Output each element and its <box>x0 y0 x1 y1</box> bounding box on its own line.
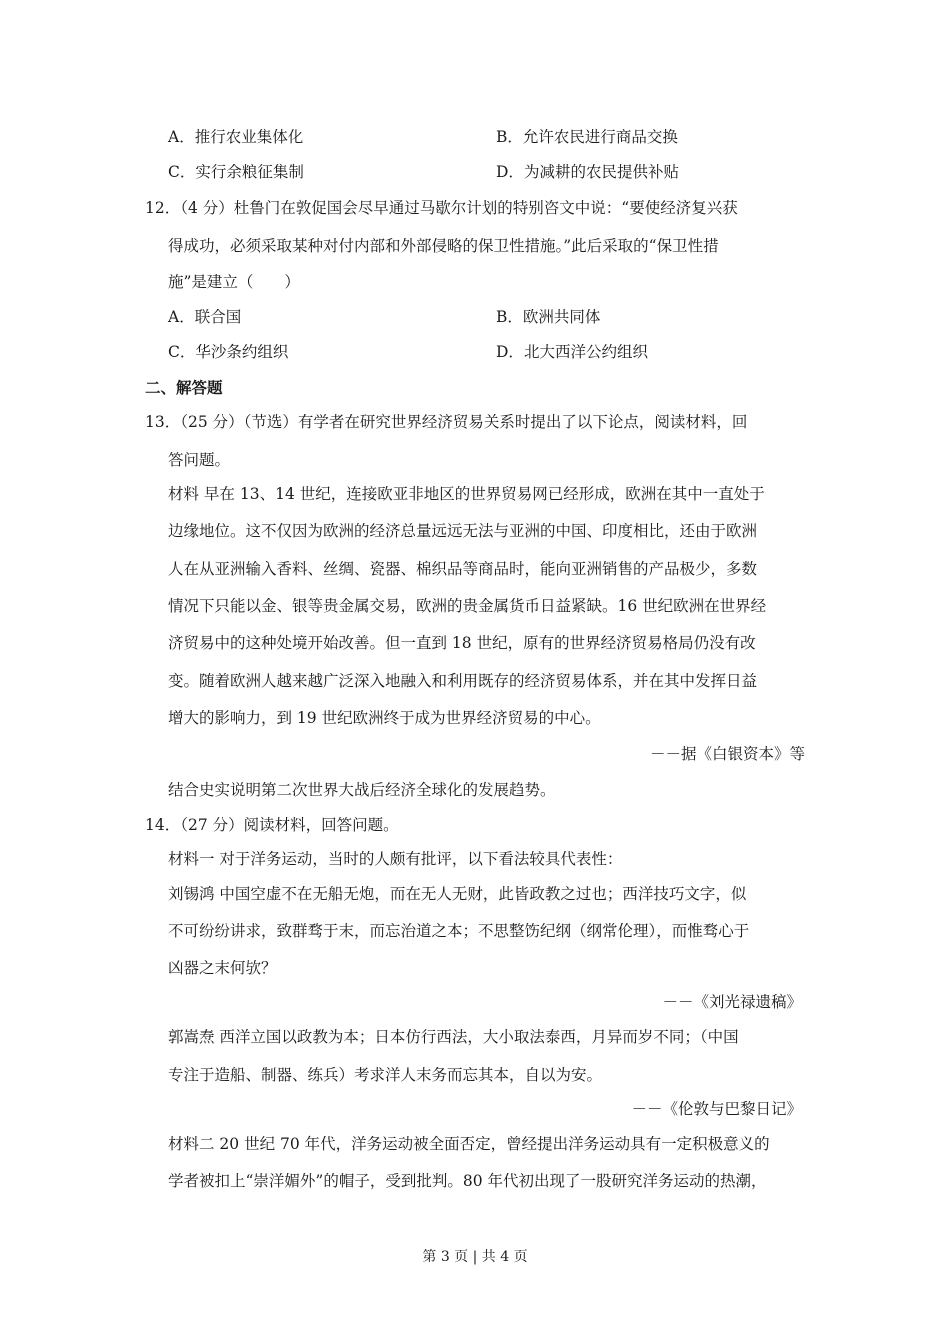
q14-material2-line: 材料二 20 世纪 70 年代，洋务运动被全面否定，曾经提出洋务运动具有一定积极意义的 <box>168 1135 770 1153</box>
q11-option-c[interactable]: C．实行余粮征集制 <box>168 163 304 181</box>
q11-option-d[interactable]: D．为减耕的农民提供补贴 <box>496 163 679 181</box>
q13-material-line: 材料 早在 13、14 世纪，连接欧亚非地区的世界贸易网已经形成，欧洲在其中一直处于 <box>168 485 765 503</box>
q11-option-b[interactable]: B．允许农民进行商品交换 <box>496 128 678 146</box>
q14-guo-line: 专注于造船、制器、练兵）考求洋人末务而忘其本，自以为安。 <box>168 1066 603 1084</box>
q12-stem-line: 施”是建立（ ） <box>168 273 300 291</box>
q14-guo-line: 郭嵩焘 西洋立国以政教为本；日本仿行西法，大小取法泰西，月异而岁不同；（中国 <box>168 1028 739 1046</box>
q14-stem: 14．（27 分）阅读材料，回答问题。 <box>145 816 399 834</box>
q12-option-d[interactable]: D．北大西洋公约组织 <box>496 343 648 361</box>
q14-liu-line: 不可纷纷讲求，致群骛于末，而忘治道之本；不思整饬纪纲（纲常伦理），而惟骛心于 <box>168 922 750 940</box>
q13-material-line: 增大的影响力，到 19 世纪欧洲终于成为世界经济贸易的中心。 <box>168 709 601 727</box>
q13-stem-line: 答问题。 <box>168 451 231 469</box>
q12-option-b[interactable]: B．欧洲共同体 <box>496 308 601 326</box>
q13-material-line: 边缘地位。这不仅因为欧洲的经济总量远远无法与亚洲的中国、印度相比，还由于欧洲 <box>168 522 758 540</box>
q14-material2-line: 学者被扣上“崇洋媚外”的帽子，受到批判。80 年代初出现了一股研究洋务运动的热潮， <box>168 1172 767 1190</box>
q13-stem-line: 13．（25 分）（节选）有学者在研究世界经济贸易关系时提出了以下论点，阅读材料，回 <box>145 413 748 431</box>
q12-stem-line: 12．（4 分）杜鲁门在敦促国会尽早通过马歇尔计划的特别咨文中说：“要使经济复兴获 <box>145 199 738 217</box>
section-title: 二、解答题 <box>145 378 223 397</box>
q13-material-line: 变。随着欧洲人越来越广泛深入地融入和利用既存的经济贸易体系，并在其中发挥日益 <box>168 672 758 690</box>
q12-stem-line: 得成功，必须采取某种对付内部和外部侵略的保卫性措施。”此后采取的“保卫性措 <box>168 237 719 255</box>
q12-option-a[interactable]: A．联合国 <box>168 308 242 326</box>
q13-source: －－据《白银资本》等 <box>649 745 805 763</box>
q14-material1-intro: 材料一 对于洋务运动，当时的人颇有批评，以下看法较具代表性： <box>168 850 623 868</box>
q12-option-c[interactable]: C．华沙条约组织 <box>168 343 289 361</box>
q14-liu-source: －－《刘光禄遗稿》 <box>662 993 802 1011</box>
q13-material-line: 人在从亚洲输入香料、丝绸、瓷器、棉织品等商品时，能向亚洲销售的产品极少，多数 <box>168 560 758 578</box>
q14-liu-line: 刘锡鸿 中国空虚不在无船无炮，而在无人无财，此皆政教之过也；西洋技巧文字，似 <box>168 885 747 903</box>
q13-material-line: 济贸易中的这种处境开始改善。但一直到 18 世纪，原有的世界经济贸易格局仍没有改 <box>168 634 756 652</box>
page-footer: 第 3 页 | 共 4 页 <box>422 1249 528 1265</box>
q14-guo-source: －－《伦敦与巴黎日记》 <box>631 1100 802 1118</box>
q14-liu-line: 凶器之末何欤？ <box>168 959 277 977</box>
q11-option-a[interactable]: A．推行农业集体化 <box>168 128 304 146</box>
q13-material-line: 情况下只能以金、银等贵金属交易，欧洲的贵金属货币日益紧缺。16 世纪欧洲在世界经 <box>168 597 767 615</box>
q13-question: 结合史实说明第二次世界大战后经济全球化的发展趋势。 <box>168 781 556 799</box>
